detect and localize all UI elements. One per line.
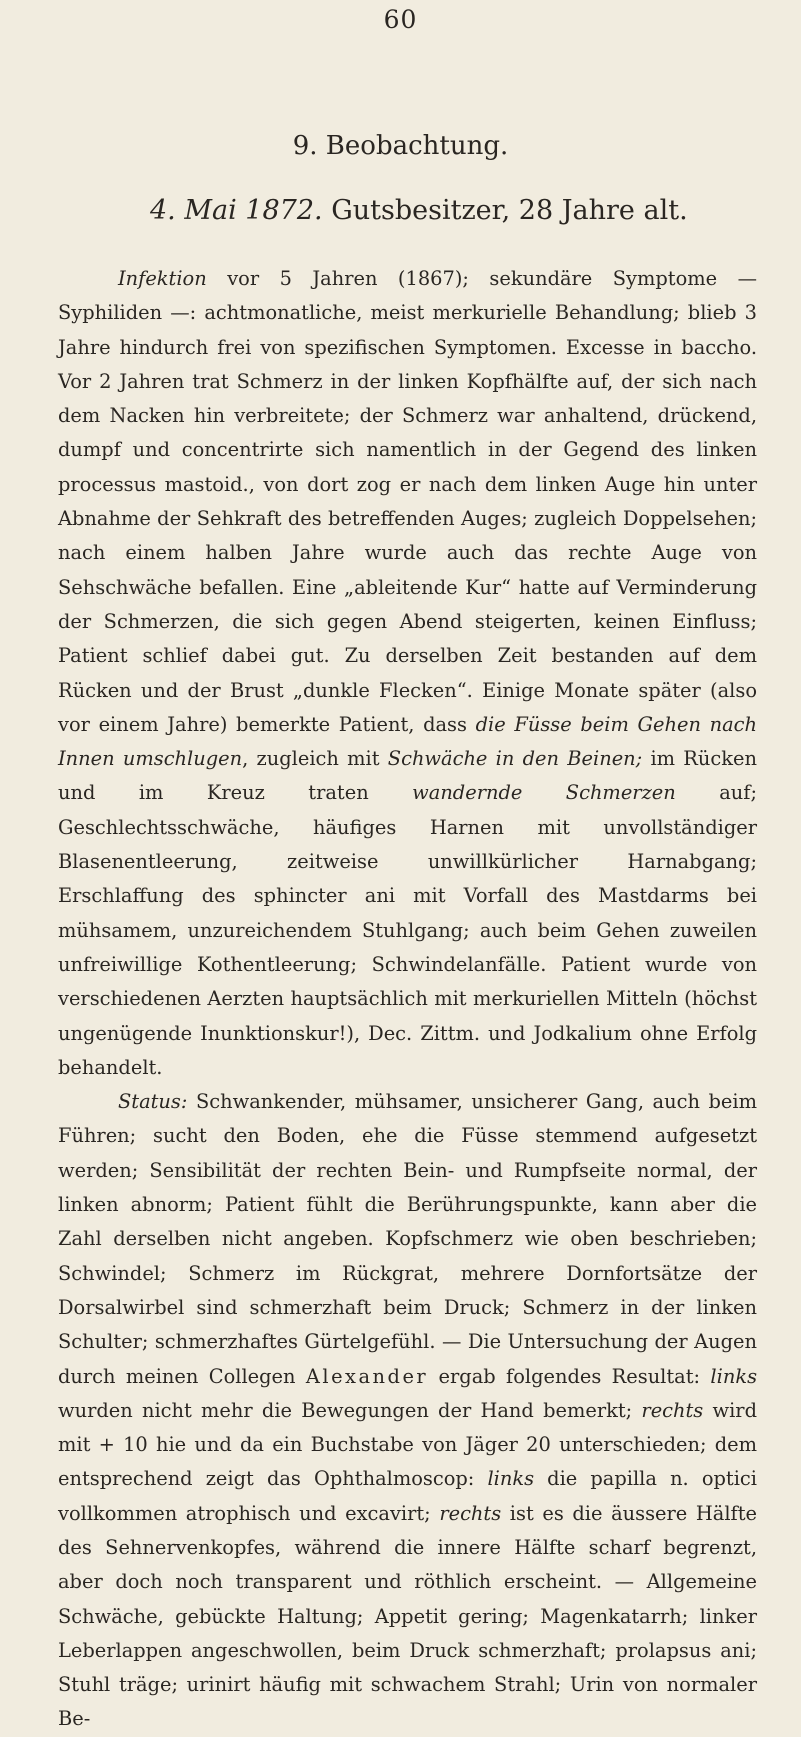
body-text — [58, 262, 757, 1737]
text-run: auf; Geschlechtsschwäche, häufiges Harnen mit unvollständiger Blasenentleerung, zeitweise unwillkürlicher Harnabgang; Erschlaffung des sphincter ani mit Vorfall des Mastdarms bei mühsamem, unzureichendem Stuhlgang; auch beim Gehen zuweilen unfreiwillige Kothentleerung; Schwindelanfälle. Patient wurde von verschiedenen Aerzten hauptsächlich mit merkuriellen Mitteln (höchst ungenügende Inunktionskur!), Dec. Zittm. und Jodkalium ohne Erfolg behandelt. — [58, 781, 757, 1079]
paragraph-status — [58, 1085, 757, 1737]
text-run: vor 5 Jahren (1867); sekundäre Symptome — Syphiliden —: achtmonatliche, meist merkurielle Behandlung; blieb 3 Jahre hindurch frei von spezifischen Symptomen. Excesse in baccho. Vor 2 Jahren trat Schmerz in der linken Kopfhälfte auf, der sich nach dem Nacken hin verbreitete; der Schmerz war anhaltend, drückend, dumpf und concentrirte sich namentlich in der Gegend des linken processus mastoid., von dort zog er nach dem linken Auge hin unter Abnahme der Sehkraft des betreffenden Auges; zugleich Doppelsehen; nach einem halben Jahre wurde auch das rechte Auge von Sehschwäche befallen. Eine „ableitende Kur“ hatte auf Verminderung der Schmerzen, die sich gegen Abend steigerten, keinen Einfluss; Patient schlief dabei gut. Zu derselben Zeit bestanden auf dem Rücken und der Brust „dunkle Flecken“. Einige Monate später (also vor einem Jahre) bemerkte Patient, dass — [58, 267, 757, 736]
text-run: ist es die äussere Hälfte des Sehnervenkopfes, während die innere Hälfte scharf begrenzt, aber doch noch transparent und röthlich erscheint. — Allgemeine Schwäche, gebückte Haltung; Appetit gering; Magenkatarrh; linker Leberlappen angeschwollen, beim Druck schmerzhaft; prolapsus ani; Stuhl träge; urinirt häufig mit schwachem Strahl; Urin von normaler Be- — [58, 1501, 757, 1731]
italic-run: rechts — [641, 1398, 704, 1422]
italic-run: Schwäche in den Beinen; — [387, 747, 643, 771]
italic-run: links — [710, 1364, 758, 1388]
text-run: ergab folgendes Resultat: — [428, 1364, 711, 1388]
italic-run: links — [487, 1467, 535, 1491]
italic-run: wandernde Schmerzen — [412, 781, 676, 805]
status-label: Status: — [118, 1090, 188, 1114]
italic-run: die Füsse beim Gehen nach Innen umschlugen — [58, 712, 757, 771]
case-header — [150, 195, 688, 226]
paragraph-infection — [58, 262, 757, 1085]
section-heading: 9. Beobachtung. — [292, 131, 509, 161]
page-number: 60 — [383, 5, 418, 34]
case-subject: Gutsbesitzer, 28 Jahre alt. — [322, 195, 688, 226]
text-run: , zugleich mit — [242, 747, 388, 771]
spaced-name: Alexander — [305, 1364, 429, 1388]
text-run: wurden nicht mehr die Bewegungen der Hand bemerkt; — [58, 1398, 642, 1422]
text-run: die papilla n. optici vollkommen atrophisch und excavirt; — [58, 1467, 757, 1525]
text-run: im Rücken und im Kreuz traten — [58, 747, 757, 805]
text-run: Schwankender, mühsamer, unsicherer Gang, auch beim Führen; sucht den Boden, ehe die Füsse stemmend aufgesetzt werden; Sensibilität der rechten Bein- und Rumpfseite normal, der linken abnorm; Patient fühlt die Berührungspunkte, kann aber die Zahl derselben nicht angeben. Kopfschmerz wie oben beschrieben; Schwindel; Schmerz im Rückgrat, mehrere Dornfortsätze der Dorsalwirbel sind schmerzhaft beim Druck; Schmerz in der linken Schulter; schmerzhaftes Gürtelgefühl. — Die Untersuchung der Augen durch meinen Collegen — [58, 1090, 757, 1388]
italic-run: rechts — [439, 1501, 502, 1525]
infection-label: Infektion — [118, 267, 207, 290]
case-date: 4. Mai 1872. — [150, 195, 323, 226]
text-run: wird mit + 10 hie und da ein Buchstabe von Jäger 20 unterschieden; dem entsprechend zeigt das Ophthalmoscop: — [58, 1398, 757, 1491]
